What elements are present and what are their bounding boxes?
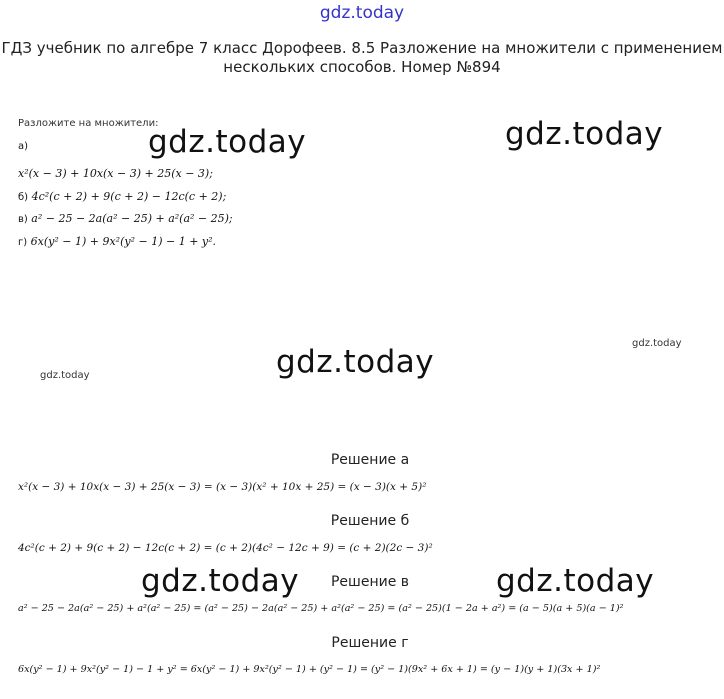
solution-heading-g: Решение г [331,635,409,651]
solution-heading-v: Решение в [330,574,410,590]
watermark: gdz.today [40,370,90,381]
solution-heading-a: Решение а [330,452,410,468]
watermark: gdz.today [148,124,307,160]
page-title: ГДЗ учебник по алгебре 7 класс Дорофеев. 8.5 Разложение на множители с применением нескольких способов. Номер №894 [1,39,723,76]
watermark: gdz.today [141,563,300,599]
task-item-a-label [18,139,28,152]
task-item-label: а) [18,141,29,152]
task-item-label: г) [18,237,28,248]
task-item-v [18,212,233,225]
task-item-expr: x²(x − 3) + 10x(x − 3) + 25(x − 3); [18,167,213,180]
task-item-label: б) [18,192,29,203]
solution-equation-b: 4c²(c + 2) + 9(c + 2) − 12c(c + 2) = (c + 2)(4c² − 12c + 9) = (c + 2)(2c − 3)² [18,542,433,554]
task-item-label: в) [18,214,28,225]
task-item-expr: 4c²(c + 2) + 9(c + 2) − 12c(c + 2); [31,190,227,203]
task-intro: Разложите на множители: [18,118,159,129]
task-item-expr: 6x(y² − 1) + 9x²(y² − 1) − 1 + y². [30,235,217,248]
site-logo[interactable]: gdz.today [319,3,405,23]
solution-equation-v: a² − 25 − 2a(a² − 25) + a²(a² − 25) = (a² − 25) − 2a(a² − 25) + a²(a² − 25) = (a² − 25)(1 − 2a + a²) = (a − 5)(a + 5)(a − 1)² [18,603,624,614]
task-item-g [18,235,216,248]
solution-equation-a: x²(x − 3) + 10x(x − 3) + 25(x − 3) = (x − 3)(x² + 10x + 25) = (x − 3)(x + 5)² [18,481,427,493]
watermark: gdz.today [505,116,664,152]
solution-equation-g: 6x(y² − 1) + 9x²(y² − 1) − 1 + y² = 6x(y² − 1) + 9x²(y² − 1) + (y² − 1) = (y² − 1)(9x² + 6x + 1) = (y − 1)(y + 1)(3x + 1)² [18,664,601,675]
watermark: gdz.today [632,338,682,349]
task-item-a [18,167,213,180]
watermark: gdz.today [276,344,435,380]
watermark: gdz.today [496,563,655,599]
solution-heading-b: Решение б [330,513,410,529]
task-item-b [18,190,226,203]
task-item-expr: a² − 25 − 2a(a² − 25) + a²(a² − 25); [31,212,233,225]
